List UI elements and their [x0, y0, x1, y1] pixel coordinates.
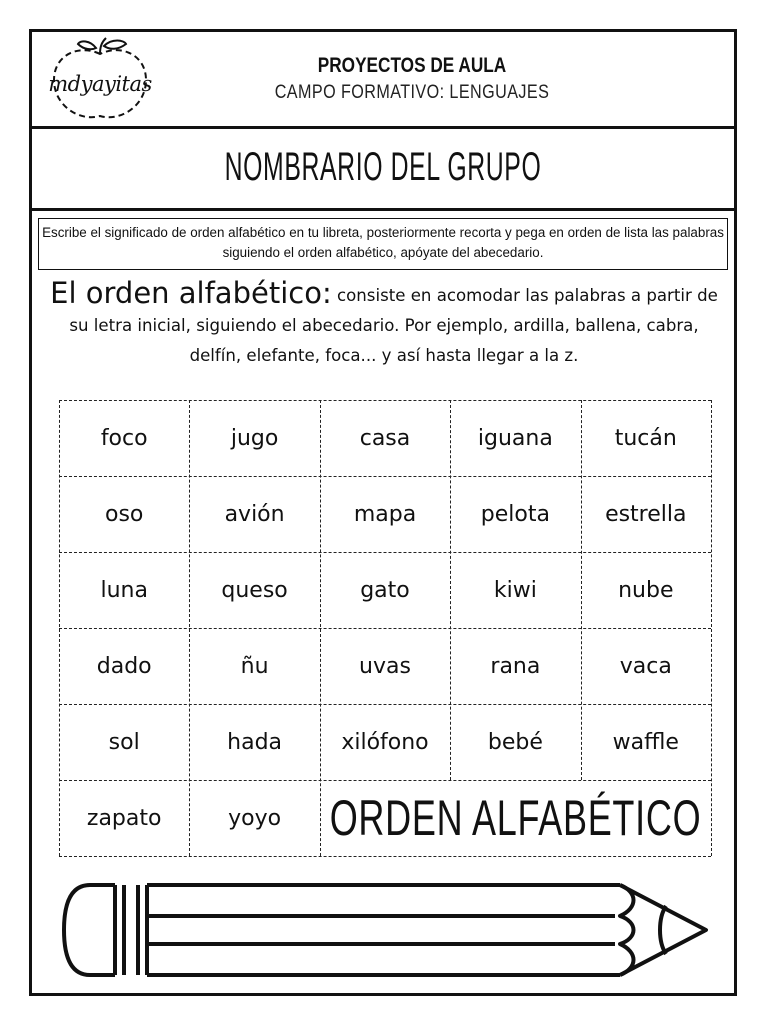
header [32, 32, 734, 129]
instructions-box: Escribe el significado de orden alfabético en tu libreta, posteriormente recorta y pega en orden de lista las palabras siguiendo el orden alfabético, apóyate del abecedario. [38, 218, 728, 270]
word-card[interactable]: foco [100, 425, 148, 451]
word-card[interactable]: sol [108, 729, 140, 755]
definition-term: El orden alfabético [50, 276, 322, 310]
word-card[interactable]: uvas [359, 653, 411, 679]
worksheet-frame [29, 29, 737, 996]
definition [46, 278, 722, 371]
word-card[interactable]: casa [359, 425, 411, 451]
logo [40, 36, 160, 124]
word-card[interactable]: estrella [605, 501, 687, 527]
word-card[interactable]: tucán [614, 425, 677, 451]
word-card[interactable]: avión [224, 501, 285, 527]
definition-text: consiste en acomodar las palabras a partir de su letra inicial, siguiendo el abecedario. Por ejemplo, ardilla, ballena, cabra, delfín, elefante, foca... y así hasta llegar a la z. [69, 286, 718, 365]
word-card[interactable]: dado [96, 653, 152, 679]
grid-label: ORDEN ALFABÉTICO [329, 790, 702, 846]
pencil-icon [60, 880, 710, 980]
word-card[interactable]: gato [360, 577, 410, 603]
page-subtitle: CAMPO FORMATIVO: LENGUAJES [274, 82, 550, 103]
word-card[interactable]: kiwi [493, 577, 537, 603]
word-card[interactable]: hada [227, 729, 283, 755]
word-card[interactable]: bebé [487, 729, 543, 755]
word-card[interactable]: nube [618, 577, 674, 603]
page-title: PROYECTOS DE AULA [317, 54, 507, 77]
word-card[interactable]: iguana [477, 425, 553, 451]
logo-text: mdyayitas [48, 72, 152, 96]
definition-separator: : [321, 276, 332, 310]
word-card[interactable]: pelota [480, 501, 550, 527]
word-card[interactable]: mapa [353, 501, 417, 527]
word-card[interactable]: yoyo [228, 805, 282, 831]
word-card[interactable]: zapato [86, 805, 162, 831]
band-title: NOMBRARIO DEL GRUPO [224, 145, 542, 189]
grid-line [59, 856, 711, 857]
word-card[interactable]: luna [100, 577, 148, 603]
grid-line [711, 400, 712, 856]
title-band [32, 129, 734, 211]
word-grid [59, 400, 711, 856]
word-card[interactable]: ñu [240, 653, 269, 679]
word-card[interactable]: xilófono [341, 729, 429, 755]
word-card[interactable]: waffle [612, 729, 679, 755]
word-card[interactable]: queso [221, 577, 288, 603]
word-card[interactable]: jugo [230, 425, 279, 451]
word-card[interactable]: oso [105, 501, 144, 527]
word-card[interactable]: rana [490, 653, 541, 679]
word-card[interactable]: vaca [619, 653, 672, 679]
